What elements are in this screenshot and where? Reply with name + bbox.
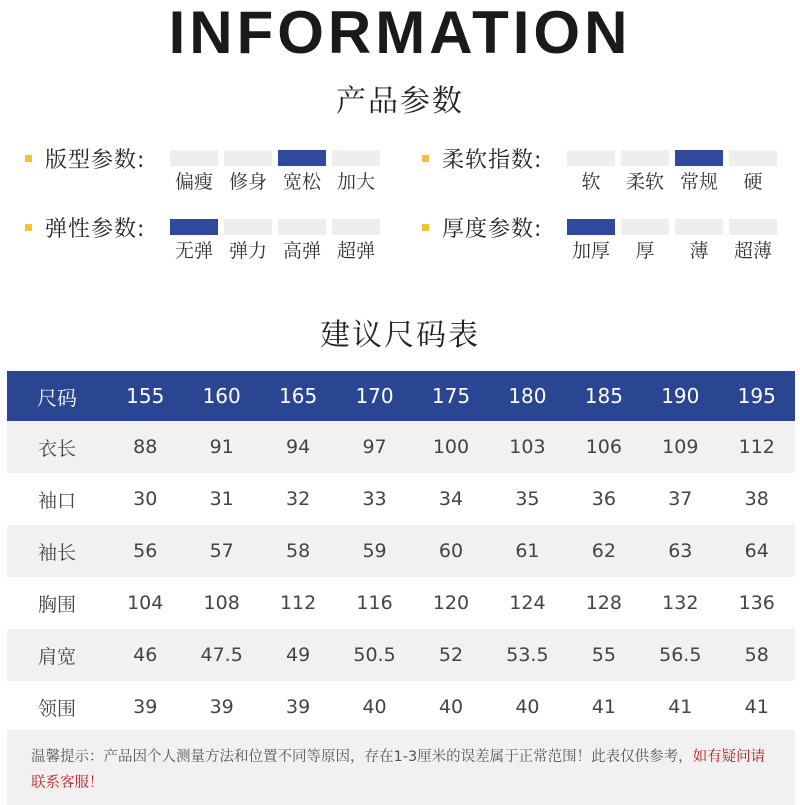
table-cell: 36 xyxy=(591,488,616,510)
scale-segment xyxy=(332,219,380,235)
scale-segment xyxy=(224,219,272,235)
bullet-icon xyxy=(422,224,429,231)
table-cell: 94 xyxy=(260,421,336,473)
row-label: 衣长 xyxy=(7,421,107,473)
bullet-icon xyxy=(25,155,32,162)
size-table-header xyxy=(7,371,795,421)
header-size: 160 xyxy=(183,371,259,421)
scale-segment xyxy=(170,150,218,166)
scale-segment xyxy=(332,150,380,166)
row-label: 肩宽 xyxy=(7,629,107,681)
table-cell: 58 xyxy=(719,629,796,681)
param-option: 偏瘦 xyxy=(174,171,213,193)
param-elasticity xyxy=(25,212,395,282)
table-cell: 39 xyxy=(286,696,311,718)
table-cell: 60 xyxy=(413,525,489,577)
table-cell: 32 xyxy=(286,488,311,510)
table-cell: 30 xyxy=(133,488,158,510)
table-cell: 63 xyxy=(642,525,718,577)
bullet-icon xyxy=(25,224,32,231)
param-option: 加厚 xyxy=(571,240,610,262)
table-cell: 59 xyxy=(336,525,412,577)
table-cell: 112 xyxy=(279,592,317,614)
param-fit xyxy=(25,143,395,213)
table-cell: 100 xyxy=(413,421,489,473)
table-cell: 52 xyxy=(413,629,489,681)
table-row xyxy=(7,681,795,733)
table-cell: 106 xyxy=(566,421,642,473)
table-cell: 61 xyxy=(489,525,565,577)
table-cell: 58 xyxy=(260,525,336,577)
param-thickness xyxy=(422,212,792,282)
param-option: 加大 xyxy=(336,171,375,193)
param-option: 薄 xyxy=(689,240,709,262)
scale-segment-selected xyxy=(675,150,723,166)
param-option: 厚 xyxy=(635,240,655,262)
table-row xyxy=(7,629,795,681)
table-cell: 40 xyxy=(362,696,387,718)
table-cell: 116 xyxy=(356,592,393,614)
header-size: 180 xyxy=(489,371,565,421)
table-cell: 41 xyxy=(668,696,693,718)
table-cell: 124 xyxy=(509,592,546,614)
table-cell: 55 xyxy=(566,629,642,681)
scale-segment xyxy=(621,150,669,166)
param-option: 高弹 xyxy=(282,240,321,262)
table-row xyxy=(7,525,795,577)
bullet-icon xyxy=(422,155,429,162)
table-cell: 49 xyxy=(260,629,336,681)
table-cell: 40 xyxy=(438,696,464,718)
table-cell: 91 xyxy=(183,421,259,473)
size-table xyxy=(7,371,795,733)
table-row xyxy=(7,577,795,629)
table-cell: 33 xyxy=(362,488,387,510)
scale-segment xyxy=(567,150,615,166)
header-size: 195 xyxy=(719,371,796,421)
param-softness xyxy=(422,143,792,213)
table-row xyxy=(7,473,795,525)
product-params-heading: 产品参数 xyxy=(336,84,464,119)
table-cell: 39 xyxy=(133,696,158,718)
table-cell: 39 xyxy=(209,696,234,718)
row-label: 胸围 xyxy=(37,593,76,616)
row-label: 袖长 xyxy=(7,525,107,577)
table-cell: 34 xyxy=(438,488,464,510)
table-cell: 64 xyxy=(719,525,796,577)
param-label: 厚度参数: xyxy=(442,217,543,242)
scale-segment xyxy=(278,219,326,235)
table-cell: 104 xyxy=(127,592,164,614)
table-cell: 112 xyxy=(719,421,796,473)
param-option: 常规 xyxy=(679,171,718,193)
size-note xyxy=(7,730,795,805)
table-cell: 38 xyxy=(744,488,769,510)
table-cell: 50.5 xyxy=(336,629,412,681)
table-cell: 31 xyxy=(209,488,234,510)
header-size-label: 尺码 xyxy=(7,371,107,421)
table-row xyxy=(7,421,795,473)
table-cell: 37 xyxy=(668,488,693,510)
table-cell: 97 xyxy=(336,421,412,473)
table-cell: 108 xyxy=(203,592,240,614)
param-option: 硬 xyxy=(743,171,763,193)
param-option: 超弹 xyxy=(336,240,375,262)
table-cell: 46 xyxy=(107,629,183,681)
scale-segment xyxy=(675,219,723,235)
header-size: 190 xyxy=(642,371,718,421)
param-label: 柔软指数: xyxy=(442,148,543,173)
scale-segment-selected xyxy=(278,150,326,166)
table-cell: 47.5 xyxy=(183,629,259,681)
table-cell: 53.5 xyxy=(489,629,565,681)
scale-segment-selected xyxy=(567,219,615,235)
param-label: 版型参数: xyxy=(45,148,146,173)
size-chart-heading: 建议尺码表 xyxy=(320,318,480,353)
param-option: 软 xyxy=(581,171,601,193)
table-cell: 41 xyxy=(591,696,616,718)
header-size: 175 xyxy=(413,371,489,421)
param-option: 柔软 xyxy=(625,171,664,193)
table-cell: 57 xyxy=(183,525,259,577)
note-text: 温馨提示：产品因个人测量方法和位置不同等原因，存在1-3厘米的误差属于正常范围！此表仅供参考， xyxy=(31,749,693,765)
scale-segment xyxy=(729,219,777,235)
param-option: 宽松 xyxy=(282,171,321,193)
table-cell: 136 xyxy=(738,592,775,614)
row-label: 袖口 xyxy=(37,489,76,512)
table-cell: 109 xyxy=(642,421,718,473)
table-cell: 56 xyxy=(107,525,183,577)
table-cell: 62 xyxy=(566,525,642,577)
header-size: 170 xyxy=(336,371,412,421)
scale-segment xyxy=(224,150,272,166)
table-cell: 132 xyxy=(662,592,699,614)
header-size: 185 xyxy=(566,371,642,421)
row-label: 领围 xyxy=(37,697,76,720)
header-size: 165 xyxy=(260,371,336,421)
table-cell: 41 xyxy=(744,696,769,718)
note-warning: 如有疑问请联系客服！ xyxy=(31,749,766,791)
scale-segment xyxy=(621,219,669,235)
param-option: 无弹 xyxy=(174,240,213,262)
table-cell: 56.5 xyxy=(642,629,718,681)
param-label: 弹性参数: xyxy=(45,217,146,242)
table-cell: 35 xyxy=(515,488,540,510)
header-size: 155 xyxy=(107,371,183,421)
scale-segment xyxy=(729,150,777,166)
param-option: 修身 xyxy=(228,171,267,193)
table-cell: 128 xyxy=(585,592,622,614)
scale-segment-selected xyxy=(170,219,218,235)
param-option: 超薄 xyxy=(733,240,772,262)
table-cell: 40 xyxy=(515,696,540,718)
table-cell: 103 xyxy=(489,421,565,473)
page-title: INFORMATION xyxy=(168,0,632,66)
table-cell: 88 xyxy=(107,421,183,473)
table-cell: 120 xyxy=(432,592,470,614)
param-option: 弹力 xyxy=(228,240,267,262)
